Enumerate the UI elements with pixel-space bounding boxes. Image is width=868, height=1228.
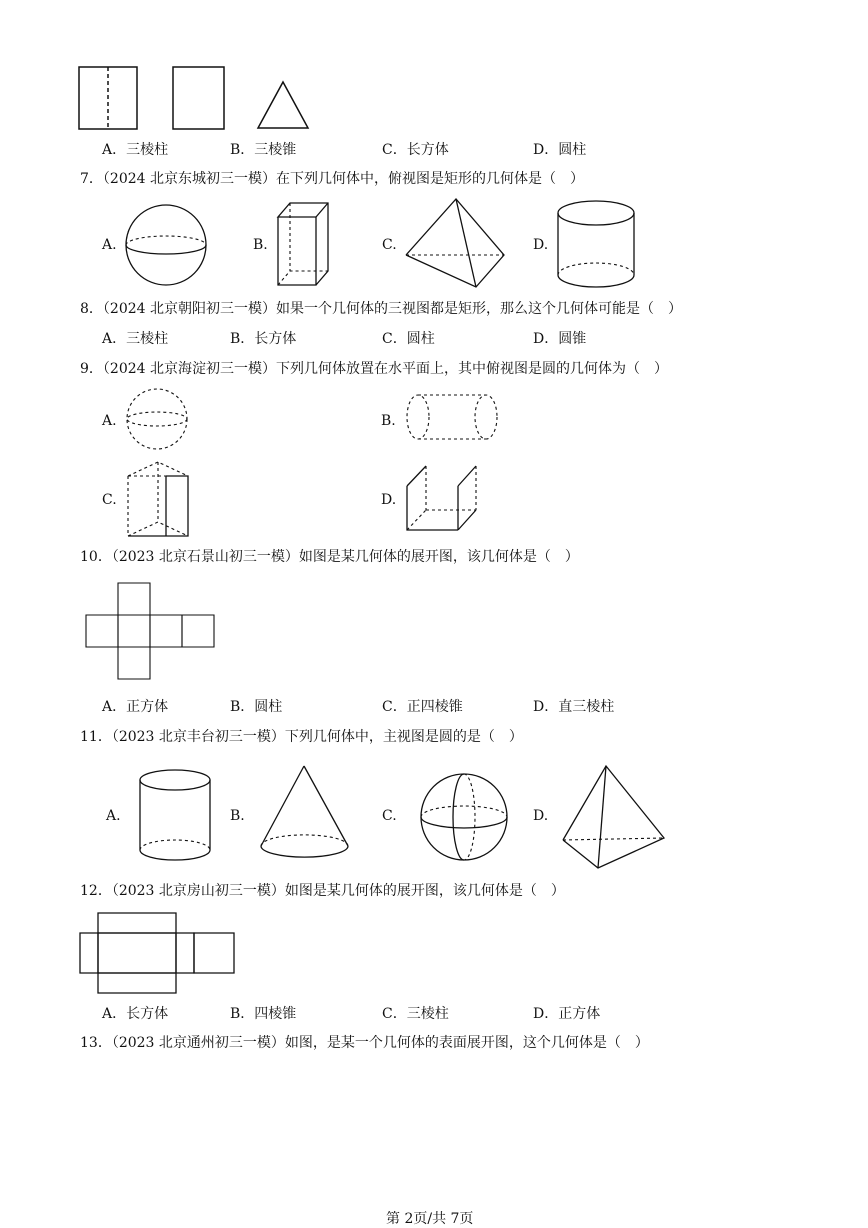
q9-sphere-dashed-figure [126,388,190,452]
q12-option-d[interactable]: D．正方体 [533,1006,601,1022]
q11-cylinder-figure [138,768,214,864]
q10-option-b[interactable]: B．圆柱 [230,699,283,715]
q9-label-c[interactable]: C. [102,492,117,508]
q9-stem: 9．（2024 北京海淀初三一模）下列几何体放置在水平面上，其中俯视图是圆的几何体为（ ） [80,361,668,377]
q10-stem: 10．（2023 北京石景山初三一模）如图是某几何体的展开图，该几何体是（ ） [80,549,579,565]
q7-label-b[interactable]: B. [253,237,268,253]
page-footer: 第 2页/共 7页 [386,1211,474,1227]
q9-open-box-figure [404,464,478,532]
q11-label-b[interactable]: B. [230,808,245,824]
q6-option-c[interactable]: C．长方体 [382,142,449,158]
q10-option-a[interactable]: A．正方体 [102,699,169,715]
q7-cuboid-figure [276,201,332,287]
q9-label-b[interactable]: B. [381,413,396,429]
q7-sphere-figure [124,203,208,287]
q10-option-c[interactable]: C．正四棱锥 [382,699,463,715]
q9-horizontal-cylinder-figure [404,394,500,442]
q11-pyramid-figure [560,764,668,872]
q7-stem: 7．（2024 北京东城初三一模）在下列几何体中，俯视图是矩形的几何体是（ ） [80,171,584,187]
q8-option-d[interactable]: D．圆锥 [533,331,587,347]
q12-option-a[interactable]: A．长方体 [102,1006,169,1022]
q8-stem: 8．（2024 北京朝阳初三一模）如果一个几何体的三视图都是矩形，那么这个几何体可能是（ ） [80,301,682,317]
q11-label-d[interactable]: D. [533,808,549,824]
q11-label-a[interactable]: A. [106,808,121,824]
q10-cube-net-figure [84,582,216,680]
q6-option-b[interactable]: B．三棱锥 [230,142,297,158]
q12-cuboid-net-figure [78,912,236,994]
q6-option-d[interactable]: D．圆柱 [533,142,587,158]
q12-stem: 12．（2023 北京房山初三一模）如图是某几何体的展开图，该几何体是（ ） [80,883,565,899]
q11-cone-figure [258,764,352,860]
q8-option-c[interactable]: C．圆柱 [382,331,435,347]
q7-cylinder-figure [556,199,638,289]
q6-view-square [172,66,226,130]
q7-label-a[interactable]: A. [102,237,117,253]
q11-stem: 11．（2023 北京丰台初三一模）下列几何体中，主视图是圆的是（ ） [80,729,523,745]
q6-view-rect-dashed [78,66,140,130]
q8-option-a[interactable]: A．三棱柱 [102,331,169,347]
q11-sphere-figure [418,772,510,862]
q7-label-d[interactable]: D. [533,237,549,253]
q7-label-c[interactable]: C. [382,237,397,253]
q6-view-triangle [256,80,310,130]
q13-stem: 13．（2023 北京通州初三一模）如图，是某一个几何体的表面展开图，这个几何体是（ ） [80,1035,649,1051]
q9-triangular-prism-figure [124,460,192,538]
q8-option-b[interactable]: B．长方体 [230,331,297,347]
q9-label-d[interactable]: D. [381,492,397,508]
q12-option-c[interactable]: C．三棱柱 [382,1006,449,1022]
q9-label-a[interactable]: A. [102,413,117,429]
q11-label-c[interactable]: C. [382,808,397,824]
q6-option-a[interactable]: A．三棱柱 [102,142,169,158]
q12-option-b[interactable]: B．四棱锥 [230,1006,297,1022]
q10-option-d[interactable]: D．直三棱柱 [533,699,615,715]
q7-tetrahedron-figure [404,197,506,289]
